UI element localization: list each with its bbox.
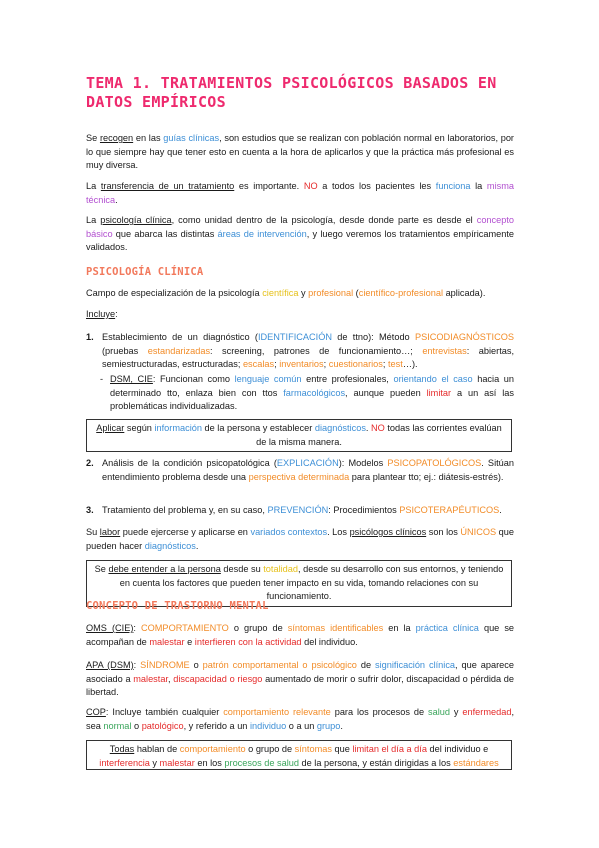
text: ; (274, 359, 280, 369)
text: , aunque pueden (345, 387, 427, 398)
text-highlight: test (388, 359, 403, 369)
text-highlight: interferencia (99, 757, 150, 768)
text: Se (86, 133, 100, 143)
text: de la persona, y están dirigidas a los (298, 757, 454, 768)
text-highlight: funciona (435, 181, 471, 191)
text-highlight: estandarizadas (147, 345, 211, 356)
text: . (115, 194, 118, 205)
text-underlined: Aplicar (96, 423, 125, 433)
text: ; (323, 359, 329, 369)
text: : (115, 309, 118, 319)
list-number: 2. (86, 458, 94, 468)
text: que se acompañan de (86, 623, 515, 647)
apa-paragraph (86, 659, 514, 700)
text-underlined: APA (DSM) (86, 660, 134, 670)
text-highlight: PSICOTERAPÉUTICOS (399, 505, 500, 515)
text-highlight: NO (303, 181, 318, 191)
text: Tratamiento del problema y, en su caso, (102, 505, 268, 515)
text-highlight: COMPORTAMIENTO (141, 623, 229, 633)
text: : Procedimientos (328, 505, 400, 515)
text: y (449, 707, 463, 717)
text: según (124, 423, 155, 433)
text: entre profesionales, (301, 374, 394, 384)
text: Establecimiento de un diagnóstico ( (102, 332, 258, 342)
text: , desde su desarrollo con sus entornos, y teniendo en cuenta los factores que pueden tener impacto en su vida, tomando relaciones con su funcionamiento. (119, 564, 504, 601)
text: de ttno): Método (332, 332, 415, 342)
list-number: 1. (86, 332, 94, 342)
text: : abiertas, semiestructuradas, estructuradas; (102, 345, 514, 369)
text: , que aparece asociado a (86, 660, 514, 684)
text-highlight: grupo (316, 720, 341, 731)
text: , sea (86, 707, 514, 731)
text-highlight: profesional (308, 288, 354, 298)
list-item-text (102, 331, 514, 372)
text: o (131, 720, 142, 731)
text: todas las corrientes evalúan de la misma manera. (256, 423, 502, 447)
text-highlight: síntomas identificables (287, 623, 384, 633)
incluye-label (86, 308, 514, 322)
text-highlight: misma técnica (86, 181, 514, 205)
text: …). (402, 359, 418, 369)
text-highlight: farmacológicos (283, 387, 346, 398)
text: para los procesos de (330, 707, 428, 717)
text: : Funcionan como (152, 374, 235, 384)
text: en los (194, 757, 225, 768)
text-underlined: COP (86, 707, 106, 717)
text-highlight: inventarios (279, 359, 324, 369)
text-highlight: PSICOPATOLÓGICOS (387, 458, 482, 468)
boxed-note-aplicar (86, 419, 512, 452)
text: o grupo de (228, 623, 288, 633)
text-underlined: OMS (CIE) (86, 623, 134, 633)
list-item-text (102, 504, 514, 518)
text-underlined: Incluye (86, 309, 116, 319)
text: , son estudios que se realizan con población normal en laboratorios, por lo que siempre hay que tener esto en cuenta a la hora de aplicarlos y que la práctica más profesional es muy diversa. (86, 133, 514, 170)
text: puede ejercerse y aplicarse en (120, 527, 251, 537)
text-highlight: salud (428, 707, 450, 717)
text-highlight: patológico (141, 720, 184, 731)
text-highlight: diagnósticos (314, 423, 366, 433)
text-highlight: información (154, 423, 202, 433)
text-highlight: escalas (242, 359, 275, 369)
text-highlight: PSICODIAGNÓSTICOS (414, 332, 514, 342)
oms-paragraph (86, 622, 514, 649)
text: , y luego veremos los tratamientos empíricamente validados. (86, 228, 514, 252)
text-highlight: lenguaje común (234, 374, 302, 384)
text: Se (94, 564, 109, 574)
text: Campo de especialización de la psicología (86, 288, 263, 298)
text: Análisis de la condición psicopatológica ( (102, 458, 277, 468)
text: y (149, 757, 160, 768)
text-highlight: práctica clínica (415, 623, 479, 633)
text: para plantear tto; ej.: diátesis-estrés). (349, 471, 504, 482)
text-highlight: limitan el día a día (352, 744, 427, 754)
text-highlight: orientando el caso (393, 374, 473, 384)
text: , y referido a un (183, 720, 250, 731)
boxed-note-todas (86, 740, 512, 770)
text: (pruebas (102, 345, 148, 356)
text: en la (383, 623, 416, 633)
text-highlight: procesos de salud (224, 757, 299, 768)
text: . (340, 720, 343, 731)
text-highlight: malestar (133, 673, 168, 684)
text: o a un (286, 720, 317, 731)
text-highlight: perspectiva determinada (248, 471, 350, 482)
text-underlined: debe entender a la persona (108, 564, 221, 574)
text-highlight: científica (262, 288, 299, 298)
text: . Los (327, 527, 350, 537)
text-highlight: PREVENCIÓN (267, 505, 329, 515)
text-highlight: entrevistas (422, 345, 467, 356)
cop-paragraph (86, 706, 514, 733)
text-highlight: normal (103, 720, 132, 731)
text: a todos los pacientes les (317, 181, 436, 191)
text-highlight: comportamiento (179, 744, 246, 754)
list-item-text (102, 457, 514, 484)
section-heading-psicologia-clinica: PSICOLOGÍA CLÍNICA (86, 266, 204, 278)
text-highlight: variados contextos (250, 527, 328, 537)
intro-paragraph-1 (86, 132, 514, 173)
text-highlight: malestar (159, 757, 195, 768)
text: : screening, patrones de funcionamiento…; (210, 345, 423, 356)
text: e (184, 636, 195, 647)
list-item-2 (86, 457, 514, 484)
definition-paragraph (86, 287, 514, 301)
text-underlined: psicología clínica (100, 215, 172, 225)
text: : Incluye también cualquier (105, 707, 224, 717)
text: ( (353, 288, 359, 298)
text-highlight: síntomas (294, 744, 332, 754)
sub-item-dsm-cie (100, 373, 514, 414)
text: o grupo de (245, 744, 295, 754)
text-underlined: labor (99, 527, 121, 537)
bullet-dash: - (100, 374, 104, 384)
text-highlight: discapacidad o riesgo (173, 673, 263, 684)
intro-paragraph-3 (86, 214, 514, 255)
text-highlight: interfieren con la actividad (194, 636, 302, 647)
text-underlined: DSM, CIE (110, 374, 153, 384)
section-heading-trastorno-mental: CONCEPTO DE TRASTORNO MENTAL (86, 600, 269, 612)
text-underlined: psicólogos clínicos (349, 527, 427, 537)
text-highlight: patrón comportamental o psicológico (202, 660, 357, 670)
text: o (189, 660, 203, 670)
text: hacia un determinado tto, enlaza bien con ttos (110, 374, 514, 398)
text-highlight: áreas de intervención (217, 228, 307, 239)
list-item-3 (86, 504, 514, 518)
text-highlight: limitar (426, 387, 452, 398)
text-underlined: transferencia de un tratamiento (100, 181, 235, 191)
list-number: 3. (86, 505, 94, 515)
text-highlight: cuestionarios (328, 359, 383, 369)
text-highlight: SÍNDROME (140, 660, 190, 670)
text: La (86, 215, 101, 225)
text: . (365, 423, 372, 433)
text: a un así las problemáticas individualizadas. (110, 387, 514, 411)
text: : (133, 623, 141, 633)
text: del individuo e (426, 744, 489, 754)
text: que (331, 744, 353, 754)
text: son los (426, 527, 461, 537)
text: del individuo. (301, 636, 358, 647)
text: : (133, 660, 141, 670)
text-highlight: malestar (149, 636, 185, 647)
text-underlined: Todas (109, 744, 135, 754)
text: la (470, 181, 487, 191)
text-highlight: guías clínicas (163, 133, 220, 143)
text: ; (382, 359, 388, 369)
text: . Sitúan entendimiento problema desde una (102, 458, 514, 482)
text-highlight: concepto básico (86, 215, 515, 239)
text: La (86, 181, 101, 191)
text: . (499, 505, 502, 515)
text: desde su (220, 564, 264, 574)
text-highlight: comportamiento relevante (223, 707, 331, 717)
text: que pueden hacer (86, 527, 515, 551)
text: ): Modelos (338, 458, 388, 468)
text-highlight: científico-profesional (358, 288, 444, 298)
text-highlight: ÚNICOS (460, 527, 497, 537)
text: de la persona y establecer (201, 423, 315, 433)
text-highlight: totalidad (263, 564, 298, 574)
text-highlight: enfermedad (462, 707, 512, 717)
text-highlight: individuo (249, 720, 287, 731)
text-highlight: diagnósticos (144, 540, 196, 551)
labor-paragraph (86, 526, 514, 553)
text: aplicada). (443, 288, 486, 298)
text: Su (86, 527, 100, 537)
text-highlight: IDENTIFICACIÓN (257, 332, 332, 342)
text-highlight: significación clínica (375, 660, 456, 670)
text: aumentado de morir o sufrir dolor, discapacidad o pérdida de libertad. (86, 673, 514, 697)
text: en las (133, 133, 164, 143)
text: . (195, 540, 199, 551)
text: de (356, 660, 375, 670)
page-title: TEMA 1. TRATAMIENTOS PSICOLÓGICOS BASADOS EN DATOS EMPÍRICOS (86, 74, 497, 111)
text: hablan de (134, 744, 180, 754)
text: es importante. (234, 181, 304, 191)
intro-paragraph-2 (86, 180, 514, 207)
text-highlight: estándares (453, 757, 499, 768)
list-item-1 (86, 331, 514, 372)
text: , como unidad dentro de la psicología, desde donde parte es desde el (171, 215, 477, 225)
text-highlight: NO (371, 423, 385, 433)
text: que abarca las distintas (112, 228, 218, 239)
text: , (168, 673, 174, 684)
text: y (298, 288, 309, 298)
text-underlined: recogen (99, 133, 134, 143)
text-highlight: EXPLICACIÓN (276, 458, 339, 468)
